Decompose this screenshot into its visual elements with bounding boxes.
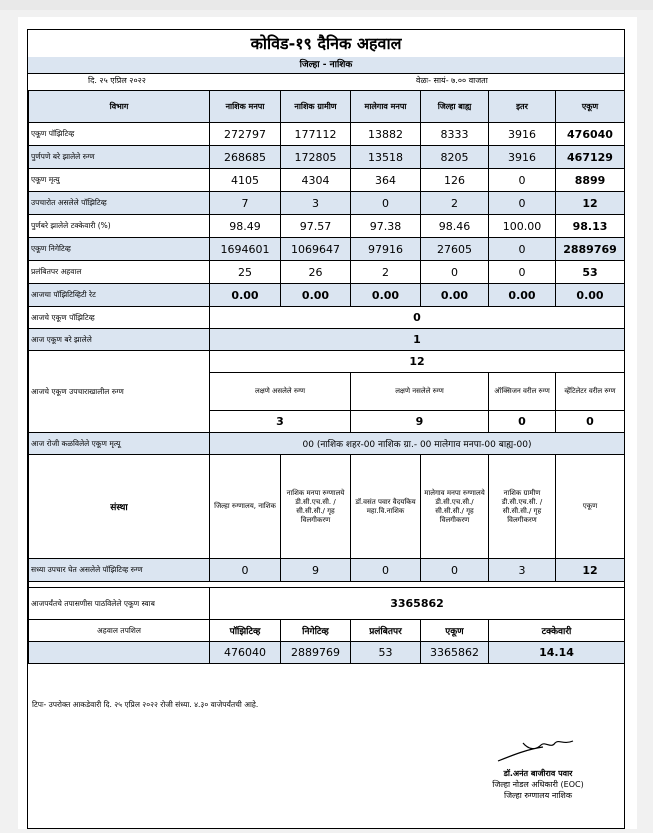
column-header: नाशिक ग्रामीण	[281, 91, 351, 123]
column-header: निगेटिव्ह	[281, 620, 351, 642]
table-row	[29, 351, 625, 373]
column-header: मालेगाव मनपा	[351, 91, 421, 123]
samples-value: 3365862	[210, 588, 625, 620]
cell-value: 97916	[351, 238, 421, 261]
column-header: जिल्हा रुग्णालय, नाशिक	[210, 455, 281, 559]
row-label: आजचा पॉझिटिव्हिटी रेट	[29, 284, 210, 307]
cell-value: 12	[556, 559, 625, 582]
cell-value: 0	[489, 238, 556, 261]
cell-value: 476040	[556, 123, 625, 146]
row-label: प्रलंबितपर अहवाल	[29, 261, 210, 284]
report-page	[18, 17, 637, 829]
cell-value: 8333	[421, 123, 489, 146]
table-row	[29, 620, 625, 642]
cell-value: 0	[489, 261, 556, 284]
column-header: नाशिक मनपा	[210, 91, 281, 123]
column-header: मालेगाव मनपा रुग्णालये डी.सी.एच.सी./ सी.सी.सी./ गृह विलगीकरण	[421, 455, 489, 559]
cell-value: 177112	[281, 123, 351, 146]
signatory-office: जिल्हा रुग्णालय नाशिक	[504, 791, 572, 800]
column-header: डॉ.वसंत पवार वैदयकिय महा.वि.नाशिक	[351, 455, 421, 559]
row-label: एकूण मृत्यु	[29, 169, 210, 192]
column-header: ऑक्सिजन वरील रुग्ण	[489, 373, 556, 411]
column-header: लक्षणे असलेले रुग्ण	[210, 373, 351, 411]
cell-value: 25	[210, 261, 281, 284]
row-label: पुर्णपणे बरे झालेले रुग्ण	[29, 146, 210, 169]
cell-value: 27605	[421, 238, 489, 261]
top-bar	[0, 0, 653, 10]
district-label: जिल्हा - नाशिक	[28, 57, 624, 74]
today-recovered-value: 1	[210, 329, 625, 351]
row-label: आजचे एकूण पॉझिटिव्ह	[29, 307, 210, 329]
table-row	[29, 307, 625, 329]
cell-value: 0.00	[351, 284, 421, 307]
cell-value: 272797	[210, 123, 281, 146]
cell-value: 1069647	[281, 238, 351, 261]
column-header: विभाग	[29, 91, 210, 123]
cell-value: 98.49	[210, 215, 281, 238]
column-header: एकूण	[421, 620, 489, 642]
cell-value: 4105	[210, 169, 281, 192]
cell-value: 98.46	[421, 215, 489, 238]
row-label: एकूण निगेटिव्ह	[29, 238, 210, 261]
table-row	[29, 261, 625, 284]
table-row	[29, 559, 625, 582]
cell-value: 0	[210, 559, 281, 582]
cell-value: 2	[351, 261, 421, 284]
cell-value: 0	[351, 559, 421, 582]
cell-value: 0.00	[210, 284, 281, 307]
cell-value: 3916	[489, 146, 556, 169]
table-row	[29, 169, 625, 192]
today-deaths-value: 00 (नाशिक शहर-00 नाशिक ग्रा.- 00 मालेगाव मनपा-00 बाह्य-00)	[210, 433, 625, 455]
cell-value: 3	[210, 411, 351, 433]
row-label: सध्या उपचार घेत असलेले पॉझिटिव्ह रुग्ण	[29, 559, 210, 582]
cell-value: 268685	[210, 146, 281, 169]
cell-value: 0	[421, 261, 489, 284]
cell-value: 98.13	[556, 215, 625, 238]
cell-value: 0	[351, 192, 421, 215]
cell-value: 13882	[351, 123, 421, 146]
cell-value: 0.00	[556, 284, 625, 307]
table-row	[29, 284, 625, 307]
cell-value: 13518	[351, 146, 421, 169]
cell-value: 2889769	[281, 642, 351, 664]
row-label: आज एकूण बरे झालेले	[29, 329, 210, 351]
cell-value: 0.00	[421, 284, 489, 307]
report-date: दि. २५ एप्रिल २०२२	[88, 76, 146, 85]
cell-value: 0.00	[489, 284, 556, 307]
column-header: टक्केवारी	[489, 620, 625, 642]
row-label	[29, 642, 210, 664]
table-row	[29, 433, 625, 455]
cell-value: 2	[421, 192, 489, 215]
row-label: उपचारोत असलेले पॉझिटिव्ह	[29, 192, 210, 215]
signatory-designation: जिल्हा नोडल अधिकारी (EOC)	[492, 780, 584, 789]
row-label: आजपर्यंतचे तपासणीस पाठविलेले एकूण स्वाब	[29, 588, 210, 620]
cell-value: 172805	[281, 146, 351, 169]
column-header: जिल्हा बाह्य	[421, 91, 489, 123]
institution-label: संस्था	[29, 455, 210, 559]
column-header: नाशिक ग्रामीण डी.सी.एच.सी. /सी.सी.सी./ गृह विलगीकरण	[489, 455, 556, 559]
cell-value: 8899	[556, 169, 625, 192]
cell-value: 12	[556, 192, 625, 215]
report-time: वेळः- सायं- ७.०० वाजता	[416, 76, 488, 85]
cell-value: 0	[556, 411, 625, 433]
cell-value: 53	[351, 642, 421, 664]
table-row	[29, 91, 625, 123]
table-row	[29, 238, 625, 261]
today-positive-value: 0	[210, 307, 625, 329]
table-row	[29, 329, 625, 351]
cell-value: 100.00	[489, 215, 556, 238]
cell-value: 0.00	[281, 284, 351, 307]
cell-value: 2889769	[556, 238, 625, 261]
column-header: नाशिक मनपा रुग्णालये डी.सी.एच.सी. / सी.सी.सी./ गृह विलगीकरण	[281, 455, 351, 559]
cell-value: 364	[351, 169, 421, 192]
cell-value: 97.57	[281, 215, 351, 238]
cell-value: 7	[210, 192, 281, 215]
cell-value: 14.14	[489, 642, 625, 664]
cell-value: 4304	[281, 169, 351, 192]
column-header: इतर	[489, 91, 556, 123]
footnote: टिपः- उपरोक्त आकडेवारी दि. २५ एप्रिल २०२२ रोजी संध्या. ४.३० वाजेपर्यंतची आहे.	[32, 700, 259, 709]
cell-value: 0	[421, 559, 489, 582]
table-row	[29, 192, 625, 215]
cell-value: 0	[489, 169, 556, 192]
cell-value: 3916	[489, 123, 556, 146]
row-label: आज रोजी कळविलेले एकूण मृत्यू	[29, 433, 210, 455]
cell-value: 467129	[556, 146, 625, 169]
cell-value: 0	[489, 411, 556, 433]
column-header: लक्षणे नसलेले रुग्ण	[351, 373, 489, 411]
signature-block	[458, 735, 618, 801]
row-label: अहवाल तपशिल	[29, 620, 210, 642]
table-row	[29, 642, 625, 664]
row-label: पुर्णबरे झालेले टक्केवारी (%)	[29, 215, 210, 238]
column-header: पॉझिटिव्ह	[210, 620, 281, 642]
table-row	[29, 455, 625, 559]
cell-value: 126	[421, 169, 489, 192]
signature-icon	[493, 735, 583, 765]
signatory-name: डॉ.अनंत बाजीराव पवार	[503, 769, 573, 778]
column-header: प्रलंबितपर	[351, 620, 421, 642]
cell-value: 8205	[421, 146, 489, 169]
report-title: कोविड-१९ दैनिक अहवाल	[28, 31, 624, 58]
cell-value: 26	[281, 261, 351, 284]
cell-value: 53	[556, 261, 625, 284]
cell-value: 3	[281, 192, 351, 215]
cell-value: 3365862	[421, 642, 489, 664]
under-treatment-total: 12	[210, 351, 625, 373]
column-header: व्हेंटिलेटर वरील रुग्ण	[556, 373, 625, 411]
row-label: एकूण पॉझिटिव्ह	[29, 123, 210, 146]
cell-value: 0	[489, 192, 556, 215]
row-label: आजचे एकूण उपचाराखालील रुग्ण	[29, 351, 210, 433]
column-header: एकूण	[556, 91, 625, 123]
cell-value: 1694601	[210, 238, 281, 261]
table-row	[29, 146, 625, 169]
summary-table	[28, 90, 625, 664]
column-header: एकूण	[556, 455, 625, 559]
cell-value: 97.38	[351, 215, 421, 238]
cell-value: 476040	[210, 642, 281, 664]
table-row	[29, 588, 625, 620]
table-row	[29, 215, 625, 238]
cell-value: 3	[489, 559, 556, 582]
cell-value: 9	[281, 559, 351, 582]
table-row	[29, 123, 625, 146]
cell-value: 9	[351, 411, 489, 433]
